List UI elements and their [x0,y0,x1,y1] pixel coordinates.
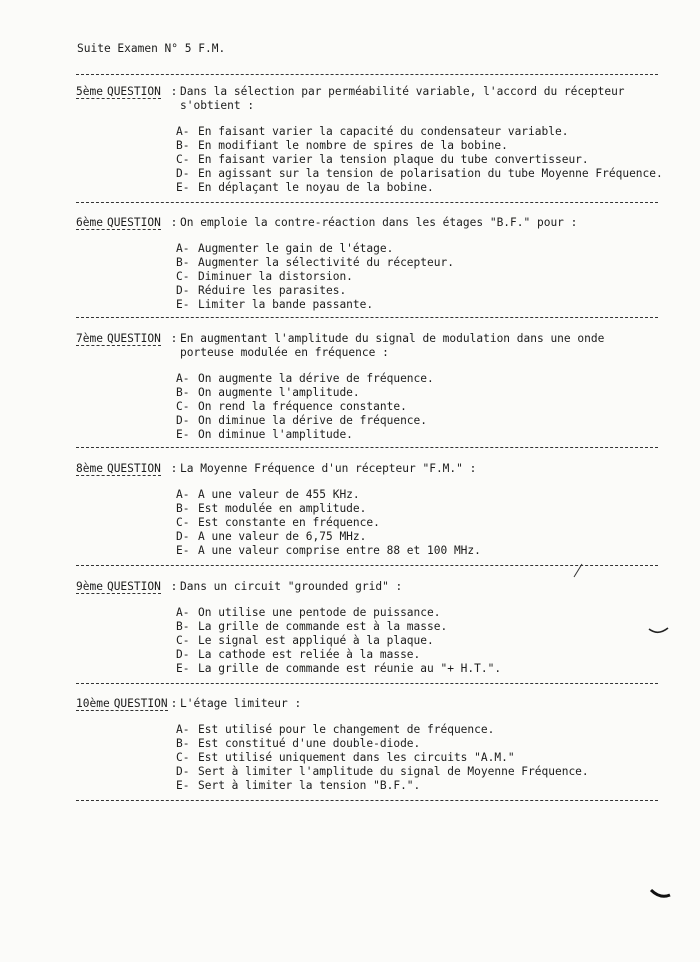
answer-text: Augmenter le gain de l'étage. [198,242,394,255]
answer-text: Est utilisé pour le changement de fréquence. [198,723,495,736]
answer-text: On augmente la dérive de fréquence. [198,372,434,385]
answer-option [176,516,666,530]
answer-option [176,400,666,414]
answer-letter: B- [176,620,190,633]
question-header [76,216,666,230]
answer-letter: A- [176,242,190,255]
question-label: QUESTION [106,85,161,98]
answer-text: On diminue la dérive de fréquence. [198,414,428,427]
answer-letter: D- [176,530,190,543]
answer-letter: E- [176,181,190,194]
answer-option [176,298,666,312]
answer-option [176,648,666,662]
question-label: QUESTION [106,216,161,229]
answer-text: On rend la fréquence constante. [198,400,407,413]
answer-letter: E- [176,298,190,311]
question-number [76,332,168,345]
answer-text: Est constitué d'une double-diode. [198,737,421,750]
question-10 [76,697,666,793]
answer-text: A une valeur de 6,75 MHz. [198,530,367,543]
question-separator: : [170,85,178,98]
answer-letter: D- [176,167,190,180]
answer-letter: B- [176,737,190,750]
question-number [76,462,168,475]
answer-option [176,723,666,737]
answer-option [176,414,666,428]
answer-option [176,620,666,634]
answer-text: Augmenter la sélectivité du récepteur. [198,256,454,269]
divider [76,202,658,203]
answer-option [176,606,666,620]
pen-mark-icon [648,626,670,638]
question-header [76,697,666,711]
answer-text: Sert à limiter l'amplitude du signal de Moyenne Fréquence. [198,765,589,778]
answer-option [176,765,666,779]
answer-text: On augmente l'amplitude. [198,386,360,399]
answer-option [176,544,666,558]
answer-letter: C- [176,153,190,166]
question-5 [76,85,666,195]
divider [76,74,658,75]
answer-text: Limiter la bande passante. [198,298,374,311]
question-text: L'étage limiteur : [180,697,302,710]
answer-letter: E- [176,544,190,557]
answer-letter: A- [176,723,190,736]
question-header [76,85,666,113]
answer-option [176,386,666,400]
answer-text: Le signal est appliqué à la plaque. [198,634,434,647]
question-number [76,216,168,229]
question-text: Dans un circuit "grounded grid" : [180,580,403,593]
question-number [76,697,168,710]
divider [76,683,658,684]
question-ordinal: 9ème [76,580,103,593]
answer-text: Est utilisé uniquement dans les circuits "A.M." [198,751,515,764]
question-9 [76,580,666,676]
answer-option [176,502,666,516]
answer-letter: D- [176,284,190,297]
answer-option [176,181,666,195]
answer-list [176,242,666,312]
question-label: QUESTION [106,580,161,593]
answer-letter: D- [176,648,190,661]
answer-text: Est modulée en amplitude. [198,502,367,515]
answer-text: En faisant varier la tension plaque du tube convertisseur. [198,153,589,166]
answer-letter: B- [176,139,190,152]
pen-mark-icon [650,887,672,901]
question-number [76,85,168,98]
divider [76,800,658,801]
question-header [76,580,666,594]
answer-letter: A- [176,125,190,138]
answer-letter: B- [176,256,190,269]
question-text: La Moyenne Fréquence d'un récepteur "F.M." : [180,462,477,475]
answer-letter: E- [176,428,190,441]
answer-text: A une valeur comprise entre 88 et 100 MHz. [198,544,481,557]
answer-text: Diminuer la distorsion. [198,270,353,283]
answer-text: La grille de commande est à la masse. [198,620,448,633]
question-7 [76,332,666,442]
question-separator: : [170,332,178,345]
answer-letter: B- [176,502,190,515]
question-ordinal: 6ème [76,216,103,229]
answer-option [176,662,666,676]
answer-letter: C- [176,751,190,764]
question-text: Dans la sélection par perméabilité variable, l'accord du récepteur s'obtient : [180,85,625,112]
divider [76,447,658,448]
answer-text: Réduire les parasites. [198,284,347,297]
question-header [76,462,666,476]
answer-list [176,723,666,793]
answer-list [176,372,666,442]
answer-list [176,125,666,195]
question-number [76,580,168,593]
answer-option [176,284,666,298]
answer-option [176,153,666,167]
answer-text: Est constante en fréquence. [198,516,380,529]
answer-letter: C- [176,270,190,283]
question-ordinal: 5ème [76,85,103,98]
answer-letter: D- [176,414,190,427]
answer-option [176,779,666,793]
answer-text: On diminue l'amplitude. [198,428,353,441]
answer-option [176,125,666,139]
question-separator: : [170,580,178,593]
answer-option [176,372,666,386]
answer-letter: B- [176,386,190,399]
question-text: En augmentant l'amplitude du signal de modulation dans une onde porteuse modulée en fréquence : [180,332,605,359]
answer-letter: E- [176,779,190,792]
question-separator: : [170,216,178,229]
answer-option [176,530,666,544]
answer-text: A une valeur de 455 KHz. [198,488,360,501]
answer-option [176,139,666,153]
answer-text: La cathode est reliée à la masse. [198,648,421,661]
answer-option [176,167,666,181]
divider [76,317,658,318]
divider [76,565,658,566]
answer-letter: D- [176,765,190,778]
answer-letter: C- [176,516,190,529]
question-separator: : [170,697,178,710]
answer-text: Sert à limiter la tension "B.F.". [198,779,421,792]
question-8 [76,462,666,558]
answer-letter: C- [176,634,190,647]
answer-text: En modifiant le nombre de spires de la bobine. [198,139,508,152]
question-label: QUESTION [106,462,161,475]
answer-letter: C- [176,400,190,413]
answer-option [176,751,666,765]
answer-text: On utilise une pentode de puissance. [198,606,441,619]
answer-text: En agissant sur la tension de polarisation du tube Moyenne Fréquence. [198,167,663,180]
answer-text: En faisant varier la capacité du condensateur variable. [198,125,569,138]
answer-text: La grille de commande est réunie au "+ H.T.". [198,662,502,675]
question-text: On emploie la contre-réaction dans les étages "B.F." pour : [180,216,578,229]
answer-list [176,488,666,558]
question-header [76,332,666,360]
answer-option [176,256,666,270]
question-ordinal: 8ème [76,462,103,475]
question-ordinal: 10ème [76,697,110,710]
answer-letter: A- [176,372,190,385]
answer-text: En déplaçant le noyau de la bobine. [198,181,434,194]
answer-option [176,242,666,256]
question-separator: : [170,462,178,475]
answer-letter: E- [176,662,190,675]
answer-letter: A- [176,488,190,501]
answer-letter: A- [176,606,190,619]
answer-option [176,737,666,751]
answer-option [176,488,666,502]
question-label: QUESTION [113,697,168,710]
question-label: QUESTION [106,332,161,345]
answer-option [176,634,666,648]
answer-option [176,428,666,442]
answer-option [176,270,666,284]
answer-list [176,606,666,676]
pen-mark-icon [572,563,584,579]
question-ordinal: 7ème [76,332,103,345]
page-title: Suite Examen N° 5 F.M. [77,42,226,55]
question-6 [76,216,666,312]
